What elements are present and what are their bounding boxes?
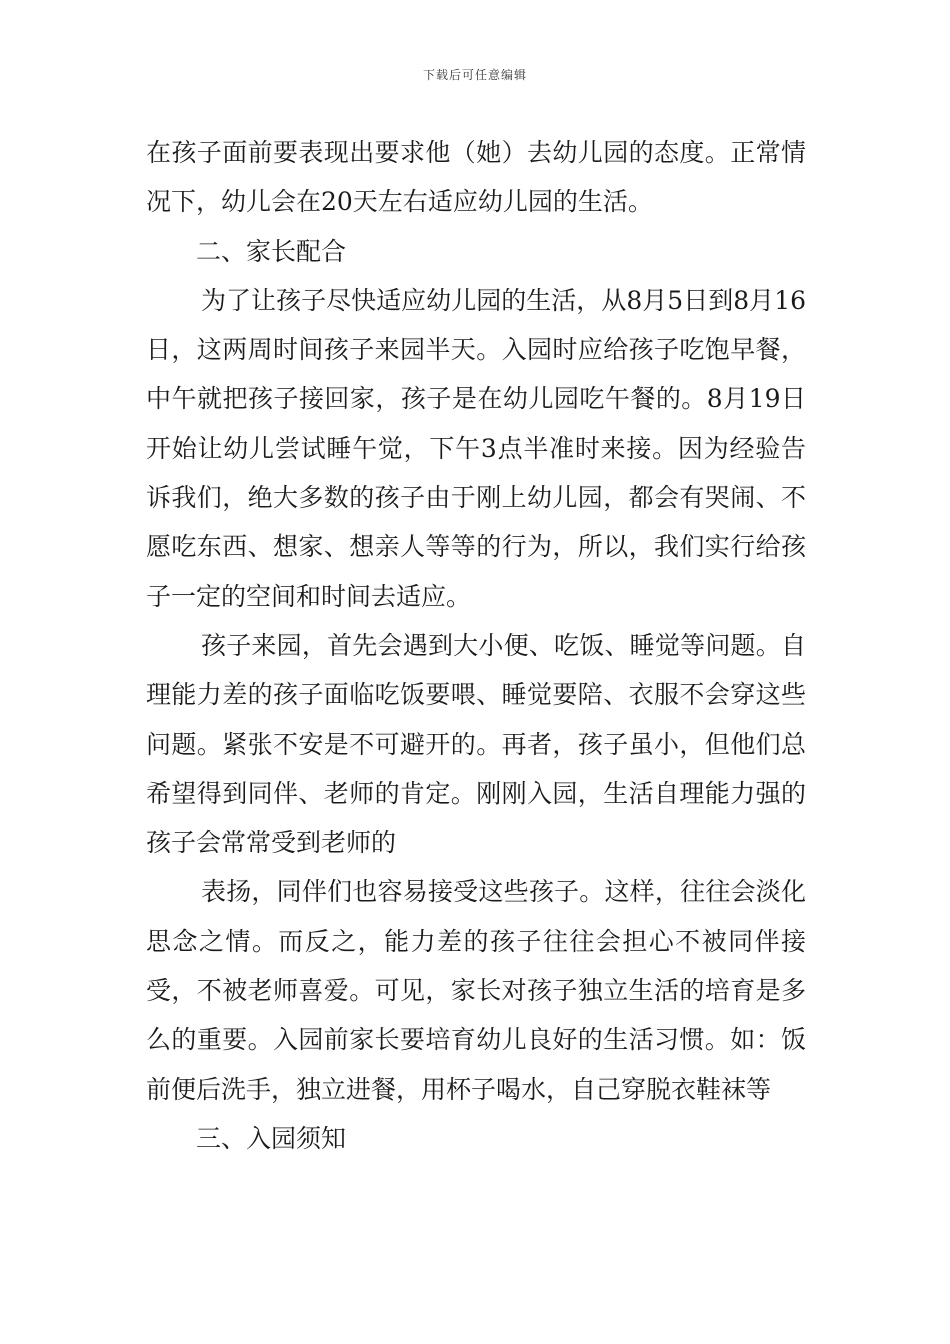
document-body <box>146 128 806 1163</box>
paragraph-schedule: 为了让孩子尽快适应幼儿园的生活，从8月5日到8月16日，这两周时间孩子来园半天。入园时应给孩子吃饱早餐，中午就把孩子接回家，孩子是在幼儿园吃午餐的。8月19日开始让幼儿尝试睡午觉，下午3点半准时来接。因为经验告诉我们，绝大多数的孩子由于刚上幼儿园，都会有哭闹、不愿吃东西、想家、想亲人等等的行为，所以，我们实行给孩子一定的空间和时间去适应。 <box>146 285 806 611</box>
paragraph-praise: 表扬，同伴们也容易接受这些孩子。这样，往往会淡化思念之情。而反之，能力差的孩子往往会担心不被同伴接受，不被老师喜爱。可见，家长对孩子独立生活的培育是多么的重要。入园前家长要培育幼儿良好的生活习惯。如：饭前便后洗手，独立进餐，用杯子喝水，自己穿脱衣鞋袜等 <box>146 877 806 1104</box>
section-heading-parent-cooperation: 二、家长配合 <box>196 236 347 266</box>
section-heading-admission-notes: 三、入园须知 <box>196 1123 347 1153</box>
paragraph-self-care: 孩子来园，首先会遇到大小便、吃饭、睡觉等问题。自理能力差的孩子面临吃饭要喂、睡觉要陪、衣服不会穿这些问题。紧张不安是不可避开的。再者，孩子虽小，但他们总希望得到同伴、老师的肯定。刚刚入园，生活自理能力强的孩子会常常受到老师的 <box>146 630 806 858</box>
page-header: 下载后可任意编辑 <box>422 68 527 82</box>
paragraph-continuation: 在孩子面前要表现出要求他（她）去幼儿园的态度。正常情况下，幼儿会在20天左右适应幼儿园的生活。 <box>146 138 806 217</box>
